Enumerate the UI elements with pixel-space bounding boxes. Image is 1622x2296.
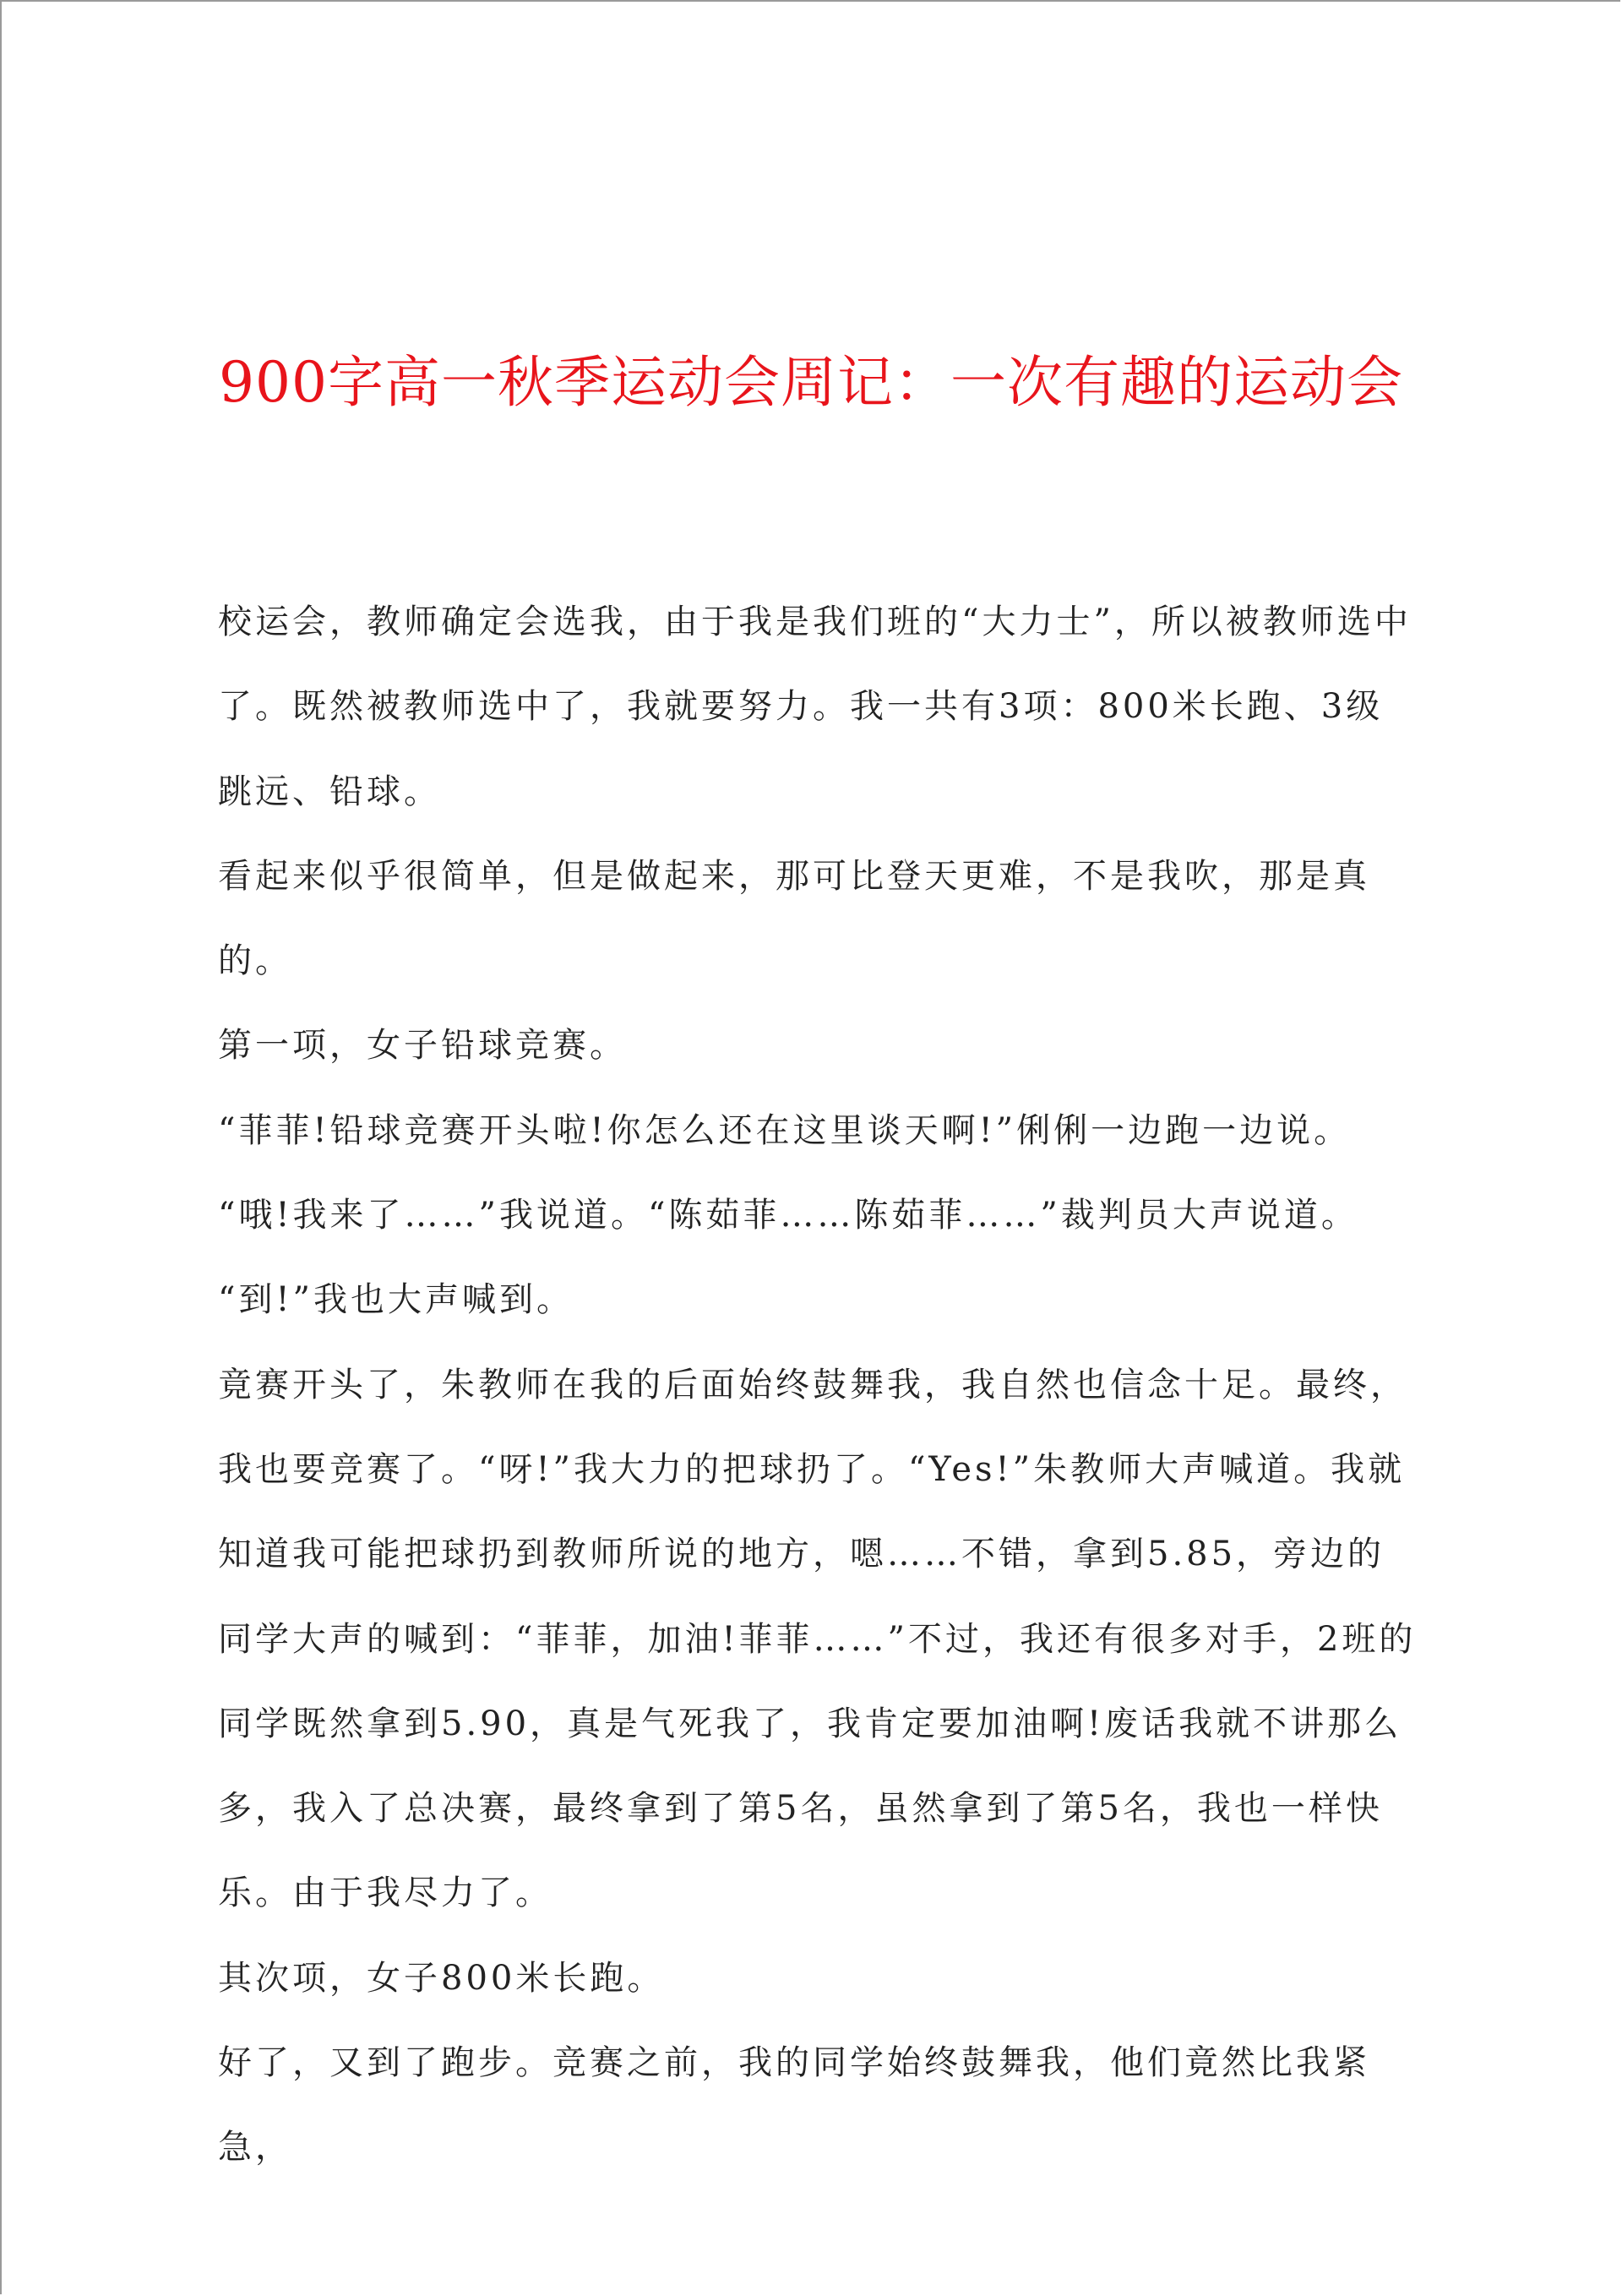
paragraph: 其次项，女子800米长跑。 [218,1958,665,1998]
paragraph: 第一项，女子铅球竞赛。 [218,1026,627,1066]
paragraph: 好了，又到了跑步。竞赛之前，我的同学始终鼓舞我，他们竟然比我紧急， [218,2043,1370,2168]
document-title: 900字高一秋季运动会周记：一次有趣的运动会 [219,350,1403,415]
paragraph: 看起来似乎很简单，但是做起来，那可比登天更难，不是我吹，那是真的。 [218,856,1370,981]
paragraph: 校运会，教师确定会选我，由于我是我们班的“大力士”，所以被教师选中了。既然被教师选中了，我就要努力。我一共有3项：800米长跑、3级跳远、铅球。 [218,603,1412,811]
paragraph: 竟赛开头了，朱教师在我的后面始终鼓舞我，我自然也信念十足。最终，我也要竞赛了。“呀!”我大力的把球扔了。“Yes!”朱教师大声喊道。我就知道我可能把球扔到教师所说的地方，嗯……不错，拿到5.85，旁边的同学大声的喊到：“菲菲，加油!菲菲……”不过，我还有很多对手，2班的同学既然拿到5.90，真是气死我了，我肯定要加油啊!废话我就不讲那么多，我入了总决赛，最终拿到了第5名，虽然拿到了第5名，我也一样快乐。由于我尽力了。 [218,1365,1417,1913]
paragraph: “哦!我来了……”我说道。“陈茹菲……陈茹菲……”裁判员大声说道。 [218,1196,1358,1235]
paragraph: “菲菲!铅球竞赛开头啦!你怎么还在这里谈天啊!”俐俐一边跑一边说。 [218,1110,1352,1150]
document-body [218,580,1418,2190]
paragraph: “到!”我也大声喊到。 [218,1280,574,1320]
